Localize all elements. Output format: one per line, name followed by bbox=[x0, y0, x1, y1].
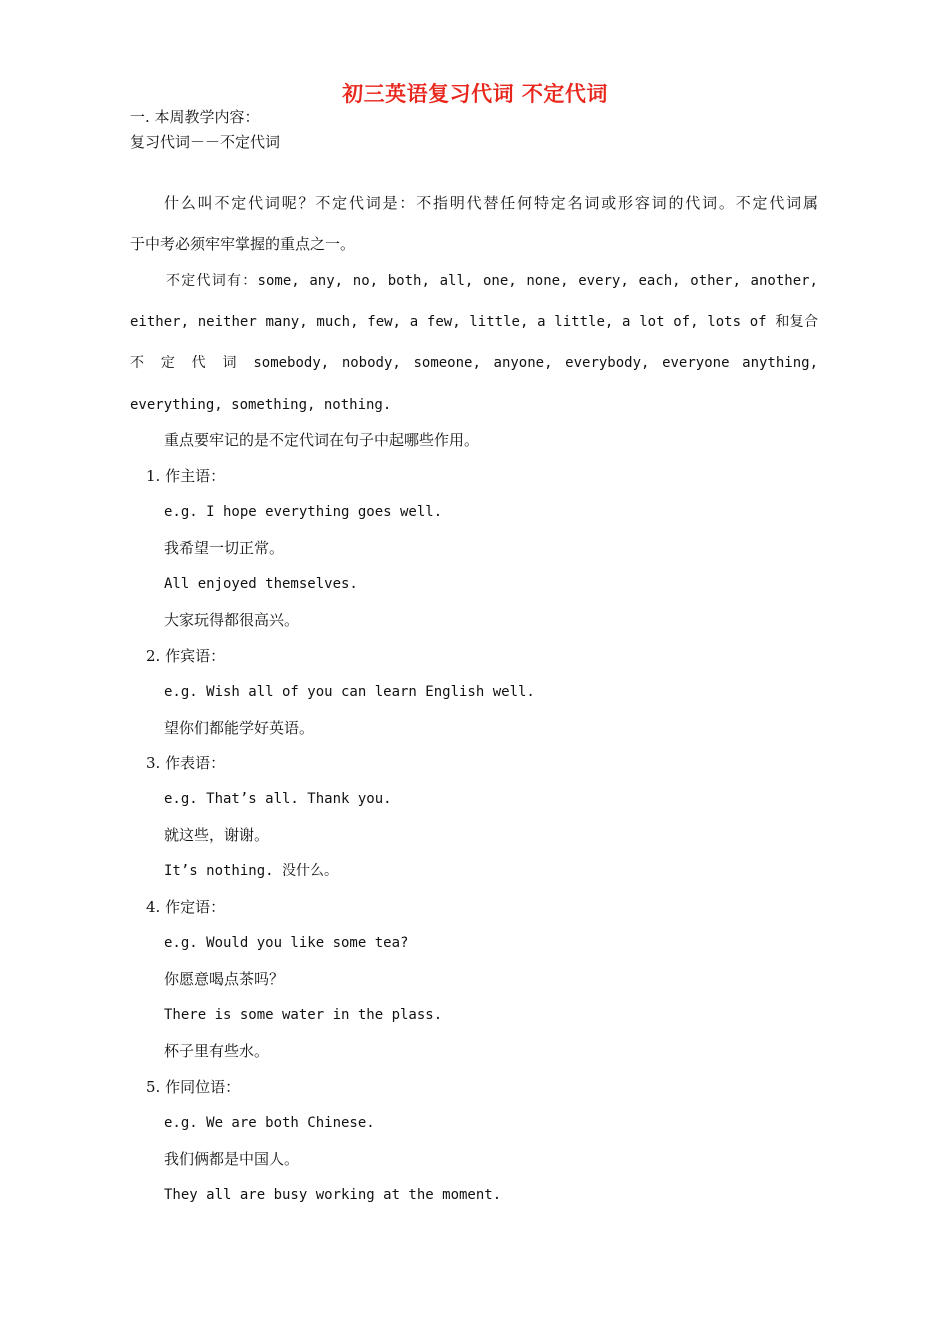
intro-line-2: 于中考必须牢牢掌握的重点之一。 bbox=[130, 235, 356, 253]
function-heading: 3. 作表语： bbox=[146, 754, 226, 772]
example-sentence: e.g. We are both Chinese. bbox=[164, 1115, 375, 1131]
pronoun-list-line-2: either, neither many, much, few, a few, little, a little, a lot of, lots of 和复合 bbox=[130, 314, 818, 330]
example-sentence: There is some water in the plass. bbox=[164, 1007, 443, 1023]
function-heading: 5. 作同位语： bbox=[146, 1078, 241, 1096]
example-translation: 我们俩都是中国人。 bbox=[164, 1150, 300, 1168]
function-heading: 2. 作宾语： bbox=[146, 647, 226, 665]
example-sentence: All enjoyed themselves. bbox=[164, 576, 358, 592]
example-sentence: e.g. Would you like some tea? bbox=[164, 935, 409, 951]
example-sentence: They all are busy working at the moment. bbox=[164, 1187, 502, 1203]
function-heading: 1. 作主语： bbox=[146, 467, 226, 485]
focus-statement: 重点要牢记的是不定代词在句子中起哪些作用。 bbox=[164, 431, 480, 449]
example-translation: 我希望一切正常。 bbox=[164, 539, 285, 557]
example-translation: 望你们都能学好英语。 bbox=[164, 719, 315, 737]
example-sentence: e.g. Wish all of you can learn English well. bbox=[164, 684, 535, 700]
intro-line-1: 什么叫不定代词呢？不定代词是：不指明代替任何特定名词或形容词的代词。不定代词属 bbox=[164, 194, 818, 212]
document-title: 初三英语复习代词 不定代词 bbox=[342, 82, 608, 106]
function-heading: 4. 作定语： bbox=[146, 898, 226, 916]
example-sentence: e.g. I hope everything goes well. bbox=[164, 504, 443, 520]
pronoun-list-line-3: 不 定 代 词 somebody, nobody, someone, anyone, everybody, everyone anything, bbox=[130, 355, 818, 371]
example-translation: 就这些，谢谢。 bbox=[164, 826, 270, 844]
pronoun-list-line-4: everything, something, nothing. bbox=[130, 397, 392, 413]
example-translation: 你愿意喝点茶吗？ bbox=[164, 970, 285, 988]
example-translation: 大家玩得都很高兴。 bbox=[164, 611, 300, 629]
example-sentence: e.g. That’s all. Thank you. bbox=[164, 791, 392, 807]
pronoun-list-line-1: 不定代词有：some, any, no, both, all, one, none, every, each, other, another, bbox=[166, 273, 818, 289]
example-sentence: It’s nothing. 没什么。 bbox=[164, 863, 339, 879]
section-heading: 一. 本周教学内容： bbox=[130, 108, 260, 126]
example-translation: 杯子里有些水。 bbox=[164, 1042, 270, 1060]
section-subheading: 复习代词－－不定代词 bbox=[130, 133, 281, 151]
